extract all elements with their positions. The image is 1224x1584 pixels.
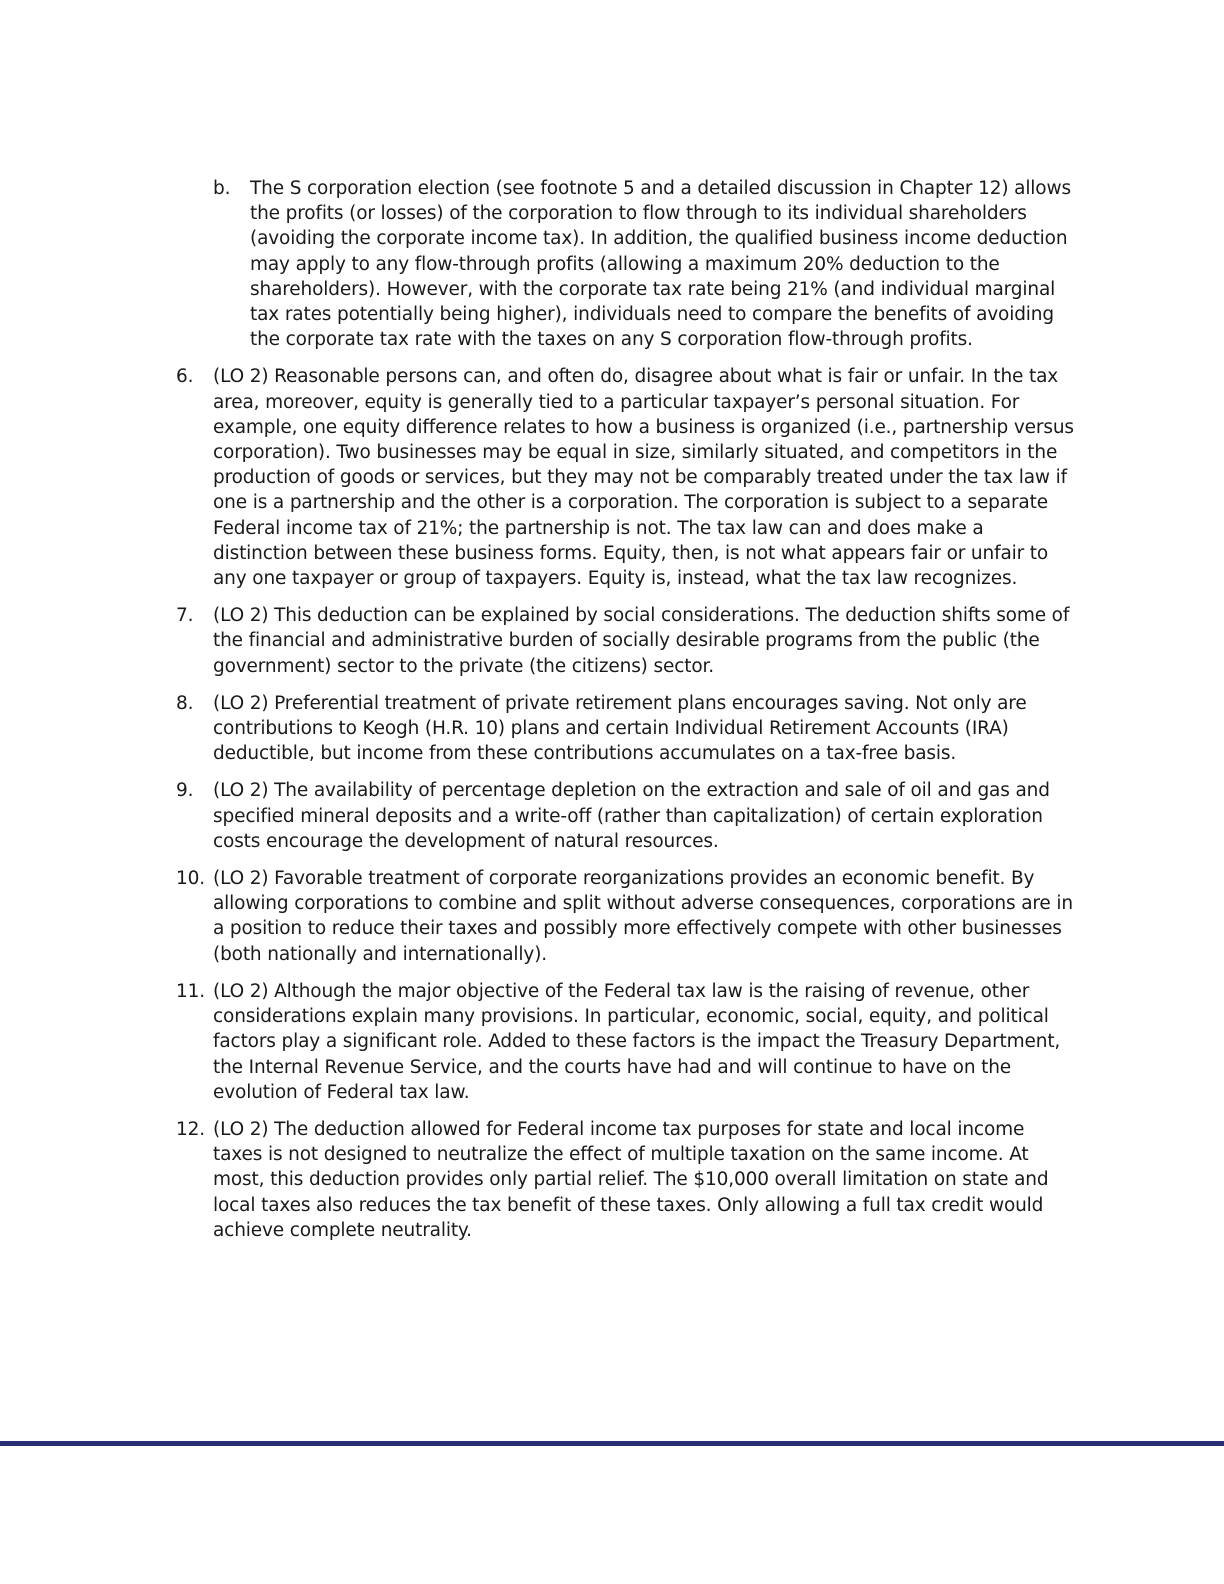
list-item xyxy=(176,866,1076,967)
item-text: (LO 2) Although the major objective of the Federal tax law is the raising of revenue, other considerations explain many provisions. In particular, economic, social, equity, and political factors play a significant role. Added to these factors is the impact the Treasury Department, the Internal Revenue Service, and the courts have had and will continue to have on the evolution of Federal tax law. xyxy=(213,980,1061,1103)
item-number: 10. xyxy=(176,868,205,890)
item-number: 12. xyxy=(176,1118,205,1140)
item-text: (LO 2) This deduction can be explained by social considerations. The deduction shifts some of the financial and administrative burden of socially desirable programs from the public (the government) sector to the private (the citizens) sector. xyxy=(213,605,1070,677)
footer-divider xyxy=(0,1441,1224,1446)
item-text: (LO 2) Favorable treatment of corporate reorganizations provides an economic benefit. By allowing corporations to combine and split without adverse consequences, corporations are in a position to reduce their taxes and possibly more effectively compete with other businesses (both nationally and internationally). xyxy=(213,868,1073,965)
item-text: The S corporation election (see footnote 5 and a detailed discussion in Chapter 12) allows the profits (or losses) of the corporation to flow through to its individual shareholders (avoiding the corporate income tax). In addition, the qualified business income deduction may apply to any flow-through profits (allowing a maximum 20% deduction to the shareholders). However, with the corporate tax rate being 21% (and individual marginal tax rates potentially being higher), individuals need to compare the benefits of avoiding the corporate tax rate with the taxes on any S corporation flow-through profits. xyxy=(250,178,1071,351)
item-text: (LO 2) Reasonable persons can, and often do, disagree about what is fair or unfair. In the tax area, moreover, equity is generally tied to a particular taxpayer’s personal situation. For example, one equity difference relates to how a business is organized (i.e., partnership versus corporation). Two businesses may be equal in size, similarly situated, and competitors in the production of goods or services, but they may not be comparably treated under the tax law if one is a partnership and the other is a corporation. The corporation is subject to a separate Federal income tax of 21%; the partnership is not. The tax law can and does make a distinction between these business forms. Equity, then, is not what appears fair or unfair to any one taxpayer or group of taxpayers. Equity is, instead, what the tax law recognizes. xyxy=(213,366,1074,590)
answer-list xyxy=(176,176,1076,1255)
item-number: 8. xyxy=(176,692,194,714)
list-item xyxy=(176,1117,1076,1243)
item-number: 9. xyxy=(176,780,194,802)
list-item xyxy=(176,691,1076,767)
item-text: (LO 2) The deduction allowed for Federal income tax purposes for state and local income taxes is not designed to neutralize the effect of multiple taxation on the same income. At most, this deduction provides only partial relief. The $10,000 overall limitation on state and local taxes also reduces the tax benefit of these taxes. Only allowing a full tax credit would achieve complete neutrality. xyxy=(213,1118,1049,1241)
list-item xyxy=(176,778,1076,854)
item-text: (LO 2) Preferential treatment of private retirement plans encourages saving. Not only are contributions to Keogh (H.R. 10) plans and certain Individual Retirement Accounts (IRA) deductible, but income from these contributions accumulates on a tax-free basis. xyxy=(213,692,1027,765)
list-item xyxy=(176,979,1076,1105)
list-item xyxy=(176,176,1076,352)
item-text: (LO 2) The availability of percentage depletion on the extraction and sale of oil and gas and specified mineral deposits and a write-off (rather than capitalization) of certain exploration costs encourage the development of natural resources. xyxy=(213,780,1050,852)
list-item xyxy=(176,603,1076,679)
item-number: 7. xyxy=(176,605,194,627)
list-item xyxy=(176,364,1076,591)
item-number: 6. xyxy=(176,366,194,388)
item-number: b. xyxy=(213,178,231,199)
item-number: 11. xyxy=(176,980,205,1002)
